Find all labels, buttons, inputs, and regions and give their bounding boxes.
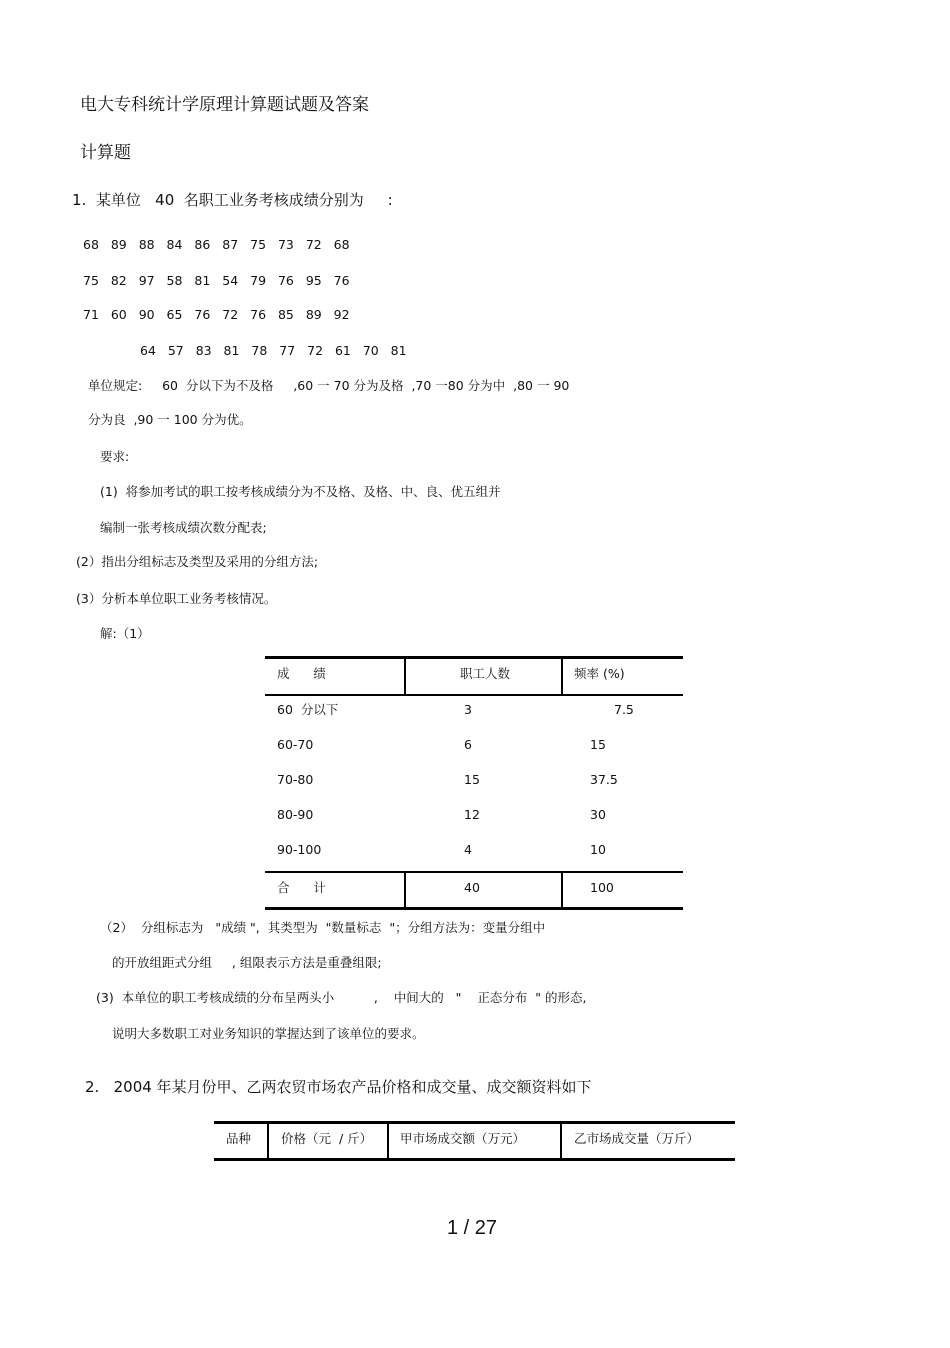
table-header-score: 成 绩 — [277, 666, 326, 681]
table-cell-range: 60 分以下 — [277, 702, 339, 717]
question-1-stem: 1. 某单位 40 名职工业务考核成绩分别为 : — [72, 191, 393, 209]
score-row-4: 64 57 83 81 78 77 72 61 70 81 — [140, 343, 407, 358]
question-2-stem: 2. 2004 年某月份甲、乙两农贸市场农产品价格和成交量、成交额资料如下 — [85, 1078, 592, 1096]
table-total-label: 合 计 — [277, 880, 326, 895]
table-cell-range: 80-90 — [277, 807, 314, 822]
table-cell-frequency: 15 — [590, 737, 606, 752]
market-header-variety: 品种 — [226, 1131, 252, 1146]
requirements-label: 要求: — [100, 449, 130, 464]
table-cell-range: 90-100 — [277, 842, 322, 857]
table-cell-count: 12 — [464, 807, 480, 822]
grading-rule-line-2: 分为良 ,90 一 100 分为优。 — [88, 412, 252, 427]
requirement-2: (2）指出分组标志及类型及采用的分组方法; — [76, 554, 319, 569]
score-row-3: 71 60 90 65 76 72 76 85 89 92 — [83, 307, 350, 322]
table-cell-frequency: 30 — [590, 807, 606, 822]
table-total-count: 40 — [464, 880, 480, 895]
table-cell-count: 3 — [464, 702, 472, 717]
answer-3-line-2: 说明大多数职工对业务知识的掌握达到了该单位的要求。 — [112, 1026, 425, 1041]
table-total-frequency: 100 — [590, 880, 614, 895]
market-header-amount-a: 甲市场成交额（万元） — [400, 1131, 526, 1146]
requirement-1-line-1: (1) 将参加考试的职工按考核成绩分为不及格、及格、中、良、优五组并 — [100, 484, 501, 499]
score-row-1: 68 89 88 84 86 87 75 73 72 68 — [83, 237, 350, 252]
table-cell-frequency: 37.5 — [590, 772, 618, 787]
grading-rule-line-1: 单位规定: 60 分以下为不及格 ,60 一 70 分为及格 ,70 一80 分为中 ,80 一 90 — [88, 378, 570, 393]
section-title: 计算题 — [80, 143, 131, 163]
answer-3-line-1: (3) 本单位的职工考核成绩的分布呈两头小 , 中间大的 " 正态分布 " 的形态, — [96, 990, 587, 1005]
market-header-volume-b: 乙市场成交量（万斤） — [574, 1131, 700, 1146]
answer-2-line-1: （2） 分组标志为 "成绩 ", 其类型为 "数量标志 "；分组方法为：变量分组中 — [100, 920, 546, 935]
table-header-count: 职工人数 — [460, 666, 511, 681]
table-cell-count: 15 — [464, 772, 480, 787]
solution-label: 解:（1） — [100, 626, 150, 641]
page-indicator: 1 / 27 — [447, 1217, 498, 1239]
table-cell-frequency: 10 — [590, 842, 606, 857]
table-cell-range: 60-70 — [277, 737, 314, 752]
table-cell-frequency: 7.5 — [614, 702, 634, 717]
requirement-3: (3）分析本单位职工业务考核情况。 — [76, 591, 277, 606]
market-header-price: 价格（元 / 斤） — [281, 1131, 373, 1146]
table-header-frequency: 频率 (%) — [574, 666, 625, 681]
requirement-1-line-2: 编制一张考核成绩次数分配表; — [100, 520, 267, 535]
table-cell-count: 4 — [464, 842, 472, 857]
score-row-2: 75 82 97 58 81 54 79 76 95 76 — [83, 273, 350, 288]
table-cell-count: 6 — [464, 737, 472, 752]
answer-2-line-2: 的开放组距式分组 , 组限表示方法是重叠组限; — [112, 955, 382, 970]
document-title: 电大专科统计学原理计算题试题及答案 — [80, 95, 369, 115]
table-cell-range: 70-80 — [277, 772, 314, 787]
